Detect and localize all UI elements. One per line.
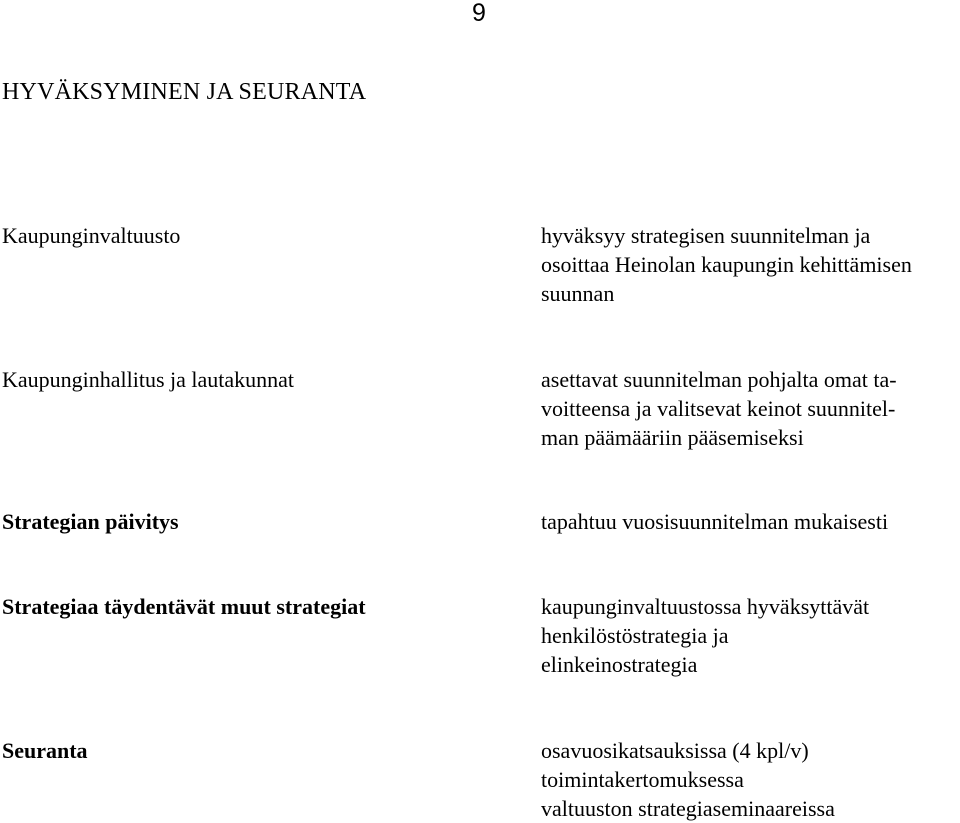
row-label: Strategian päivitys <box>2 509 179 534</box>
page-number: 9 <box>472 0 486 27</box>
description-line: tapahtuu vuosisuunnitelman mukaisesti <box>541 509 889 534</box>
description-line: voitteensa ja valitsevat keinot suunnitel- <box>541 396 896 421</box>
description-line: osavuosikatsauksissa (4 kpl/v) <box>541 738 809 763</box>
description-line: man päämääriin pääsemiseksi <box>541 425 804 450</box>
description-line: toimintakertomuksessa <box>541 767 744 792</box>
description-line: osoittaa Heinolan kaupungin kehittämisen <box>541 252 912 277</box>
row-label: Kaupunginvaltuusto <box>2 223 181 248</box>
row-label: Kaupunginhallitus ja lautakunnat <box>2 367 295 392</box>
description-line: kaupunginvaltuustossa hyväksyttävät <box>541 594 870 619</box>
row-label: Strategiaa täydentävät muut strategiat <box>2 594 366 619</box>
description-line: asettavat suunnitelman pohjalta omat ta- <box>541 367 897 392</box>
row-description <box>541 507 888 536</box>
description-line: suunnan <box>541 281 615 306</box>
section-heading: HYVÄKSYMINEN JA SEURANTA <box>2 79 367 105</box>
row-description <box>541 592 869 679</box>
row-description <box>541 365 897 452</box>
row-description <box>541 736 835 823</box>
description-line: hyväksyy strategisen suunnitelman ja <box>541 223 871 248</box>
description-line: valtuuston strategiaseminaareissa <box>541 796 835 821</box>
description-line: henkilöstöstrategia ja <box>541 623 729 648</box>
row-label: Seuranta <box>2 738 88 763</box>
description-line: elinkeinostrategia <box>541 652 698 677</box>
row-description <box>541 221 912 308</box>
